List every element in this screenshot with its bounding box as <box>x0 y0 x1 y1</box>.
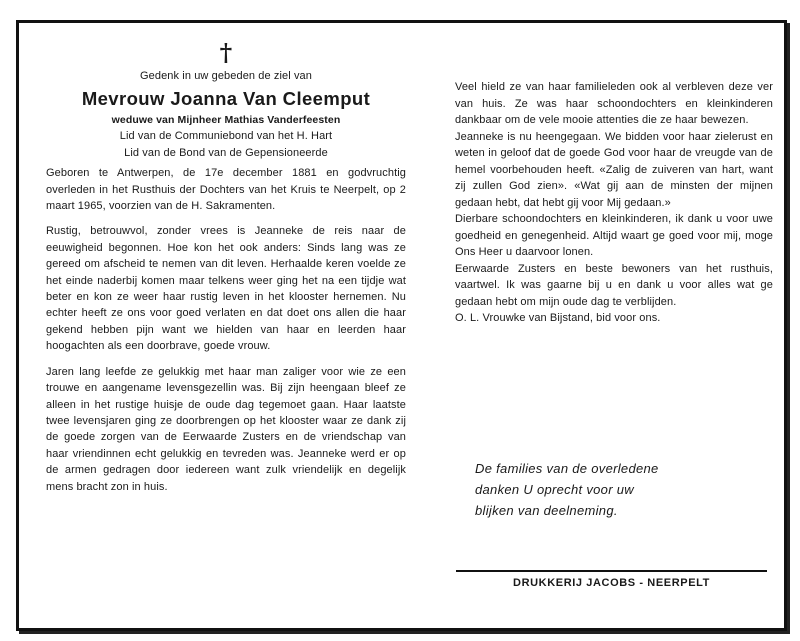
membership-line-2: Lid van de Bond van de Gepensioneerde <box>124 146 328 159</box>
left-paragraph-1: Rustig, betrouwvol, zonder vrees is Jeanneke de reis naar de eeuwigheid begonnen. Hoe kon het ook anders: Sinds lang was ze gereed om afscheid te nemen van dit leven. Herhaalde keren voelde ze het einde naderbij komen maar telkens weer ging het na een tijdje wat beter en kon ze weer haar rustig leven in het klooster hernemen. Nu echter heeft ze ons voor goed verlaten en dat doet ons allen die haar gekend hebben pijn want we hielden van haar en leerden haar hoogachten als een doorbrave, goede vrouw. <box>46 225 406 353</box>
left-paragraph-2: Jaren lang leefde ze gelukkig met haar man zaliger voor wie ze een trouwe en aangename levensgezellin was. Bij zijn heengaan bleef ze alleen in het rustige huisje de oude dag tegemoet gaan. Haar laatste twee levensjaren ging ze doorbrengen op het klooster waar ze dank zij de goede zorgen van de Eerwaarde Zusters en de vriendschap van haar vriendinnen echt gelukkig en tevreden was. Jeanneke werd er op de armen gedragen door iedereen want zulk vriendelijk en degelijk mens bracht zon in huis. <box>46 365 406 493</box>
birth-death-paragraph: Geboren te Antwerpen, de 17e december 1881 en godvruchtig overleden in het Rusthuis der Dochters van het Kruis te Neerpelt, op 2 maart 1965, voorzien van de H. Sakramenten. <box>46 167 406 213</box>
deceased-name: Mevrouw Joanna Van Cleemput <box>81 88 371 110</box>
right-paragraph-4: Eerwaarde Zusters en beste bewoners van het rusthuis, vaartwel. Ik was gaarne bij u en dank u voor alles wat ge gedaan hebt om mijn oude dag te verblijden. <box>455 262 773 308</box>
divider-rule <box>456 570 767 572</box>
cross-icon: † <box>219 38 233 67</box>
widow-of-line: weduwe van Mijnheer Mathias Vanderfeesten <box>111 114 341 127</box>
right-paragraph-1: Veel hield ze van haar familieleden ook al verbleven deze ver van huis. Ze was haar schoondochters en kleinkinderen dankbaar om de vele mooie attenties die ze haar bewezen. <box>455 81 773 126</box>
thanks-note <box>475 458 765 521</box>
printer-credit: DRUKKERIJ JACOBS - NEERPELT <box>513 577 710 589</box>
thanks-line-3: blijken van deelneming. <box>475 503 618 518</box>
left-panel <box>46 40 406 495</box>
prayer-line: O. L. Vrouwke van Bijstand, bid voor ons. <box>455 312 661 324</box>
intro-line: Gedenk in uw gebeden de ziel van <box>140 70 312 82</box>
right-panel <box>455 79 773 327</box>
thanks-line-1: De families van de overledene <box>475 461 659 476</box>
membership-line-1: Lid van de Communiebond van het H. Hart <box>119 130 333 143</box>
thanks-line-2: danken U oprecht voor uw <box>475 482 634 497</box>
right-paragraph-3: Dierbare schoondochters en kleinkinderen, ik dank u voor uwe goedheid en genegenheid. Altijd waart ge goed voor mij, moge Ons Heer u daarvoor lonen. <box>455 213 773 258</box>
right-paragraph-2: Jeanneke is nu heengegaan. We bidden voor haar zielerust en weten in geloof dat de goede God voor haar de vreugde van de hemel voorbehouden heeft. «Zalig de zuiveren van hart, want zij zullen God zien». «Wat gij aan de minsten der mijnen gedaan hebt, dat hebt gij voor Mij gedaan.» <box>455 130 773 209</box>
